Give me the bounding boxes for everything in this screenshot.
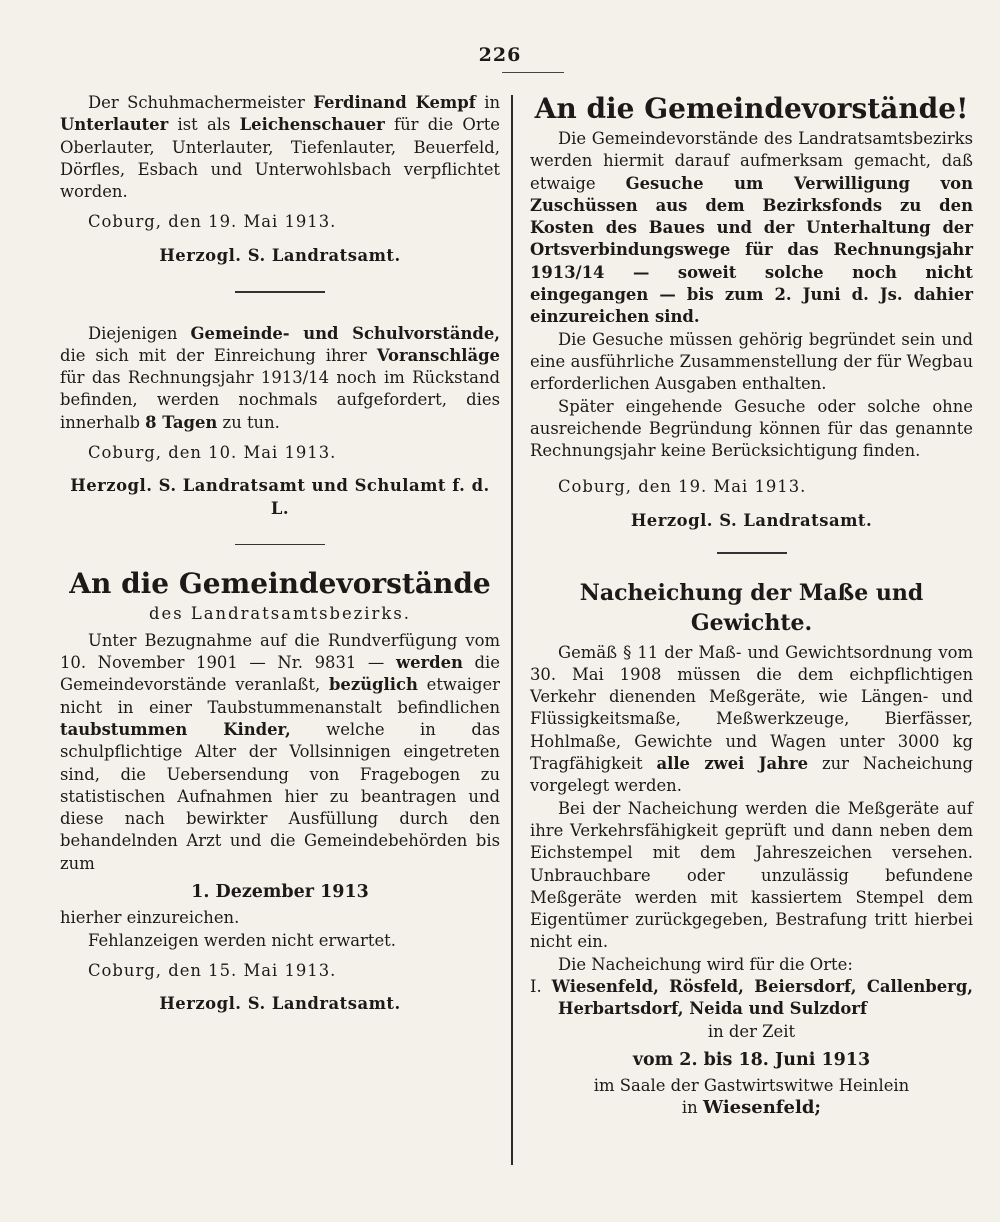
column-divider	[511, 95, 513, 1165]
notice-leichenschauer	[60, 92, 500, 267]
role-name: Leichenschauer	[239, 115, 385, 135]
notice-wegbau	[530, 92, 973, 532]
notice-body: Der Schuhmachermeister Ferdinand Kempf in Unterlauter ist als Leichenschauer für die Orte Oberlauter, Unterlauter, Tiefenlauter, Beuerfeld, Dörfles, Esbach und Unterwohlsbach verpflichtet worden.	[60, 93, 501, 202]
notice-body-tail: hierher einzureichen.	[60, 908, 240, 928]
notice-body: Diejenigen Gemeinde- und Schulvorstände, die sich mit der Einreichung ihrer Voranschläge für das Rechnungsjahr 1913/14 noch im Rückstand befinden, werden nochmals aufgefordert, dies innerhalb 8 Tagen zu tun.	[60, 323, 501, 432]
notice-date: Coburg, den 10. Mai 1913.	[88, 443, 337, 463]
notice-signature: Herzogl. S. Landratsamt und Schulamt f. d. L.	[70, 476, 490, 518]
notice-signature: Herzogl. S. Landratsamt.	[630, 510, 873, 530]
notice-signature: Herzogl. S. Landratsamt.	[159, 994, 401, 1014]
person-name: Ferdinand Kempf	[313, 93, 476, 112]
time-label: in der Zeit	[707, 1021, 796, 1041]
notice-date: Coburg, den 19. Mai 1913.	[558, 477, 807, 497]
location: im Saale der Gastwirtswitwe Heinlein	[593, 1076, 910, 1096]
notice-heading: Nacheichung der Maße und Gewichte.	[579, 579, 924, 636]
notice-date: Coburg, den 19. Mai 1913.	[88, 212, 337, 232]
section-rule	[235, 544, 325, 546]
time-range: vom 2. bis 18. Juni 1913	[632, 1049, 871, 1070]
notice-body: Die Gemeindevorstände des Landratsamtsbezirks werden hiermit darauf aufmerksam gemacht, daß etwaige Gesuche um Verwilligung von Zuschüssen aus dem Bezirksfonds zu den Kosten des Baues und der Unterhaltung der Ortsverbindungswege für das Rechnungsjahr 1913/14 — soweit solche noch nicht eingegangen — bis zum 2. Juni d. Js. dahier einzureichen sind.	[530, 129, 973, 327]
notice-heading: An die Gemeindevorstände!	[534, 92, 969, 125]
notice-heading: An die Gemeindevorstände	[69, 567, 491, 601]
deadline: 1. Dezember 1913	[191, 882, 369, 903]
page-number-rule	[502, 72, 564, 73]
notice-paragraph: Die Nacheichung wird für die Orte:	[558, 954, 853, 974]
notice-signature: Herzogl. S. Landratsamt.	[159, 245, 401, 265]
notice-nacheichung	[530, 578, 973, 1120]
notice-voranschlaege	[60, 323, 500, 520]
notice-date: Coburg, den 15. Mai 1913.	[88, 960, 337, 980]
notice-body: Unter Bezugnahme auf die Rundverfügung vom 10. November 1901 — Nr. 9831 — werden die Gemeindevorstände veranlaßt, bezüglich etwaiger nicht in einer Taubstummenanstalt befindlichen taubstummen Kinder, welche in das schulpflichtige Alter der Vollsinnigen eingetreten sind, die Uebersendung von Fragebogen zu statistischen Aufnahmen hier zu beantragen und diese nach bewirkter Ausfüllung durch den behandelnden Arzt und die Gemeindebehörden bis zum	[60, 630, 501, 873]
notice-subheading: des Landratsamtsbezirks.	[149, 604, 411, 624]
notice-body: Gemäß § 11 der Maß- und Gewichtsordnung vom 30. Mai 1908 müssen die dem eichpflichtigen Verkehr dienenden Meßgeräte, wie Längen- und Flüssigkeitsmaße, Meßwerkzeuge, Bierfässer, Hohlmaße, Gewichte und Wagen unter 3000 kg Tragfähigkeit alle zwei Jahre zur Nacheichung vorgelegt werden.	[530, 642, 973, 796]
notice-note: Fehlanzeigen werden nicht erwartet.	[88, 930, 396, 950]
place-name: Unterlauter	[60, 115, 169, 135]
notice-paragraph: Bei der Nacheichung werden die Meßgeräte auf ihre Verkehrsfähigkeit geprüft und dann neben dem Eichstempel mit dem Jahreszeichen versehen. Unbrauchbare oder unzulässig befundene Meßgeräte werden mit kassiertem Stempel dem Eigentümer zurückgegeben, Bestrafung tritt hierbei nicht ein.	[530, 798, 973, 952]
section-rule	[717, 552, 787, 554]
location-place: in Wiesenfeld;	[681, 1097, 822, 1119]
right-column	[530, 92, 973, 1120]
places-list: I. Wiesenfeld, Rösfeld, Beiersdorf, Callenberg, Herbartsdorf, Neida und Sulzdorf	[530, 977, 973, 1019]
notice-paragraph: Die Gesuche müssen gehörig begründet sein und eine ausführliche Zusammenstellung der für Wegbau erforderlichen Ausgaben enthalten.	[530, 329, 973, 394]
left-column	[60, 92, 500, 1016]
page-number: 226	[478, 44, 522, 66]
notice-paragraph: Später eingehende Gesuche oder solche ohne ausreichende Begründung können für das genannte Rechnungsjahr keine Berücksichtigung finden.	[530, 396, 973, 461]
notice-taubstumme	[60, 567, 500, 1015]
section-rule	[235, 291, 325, 293]
